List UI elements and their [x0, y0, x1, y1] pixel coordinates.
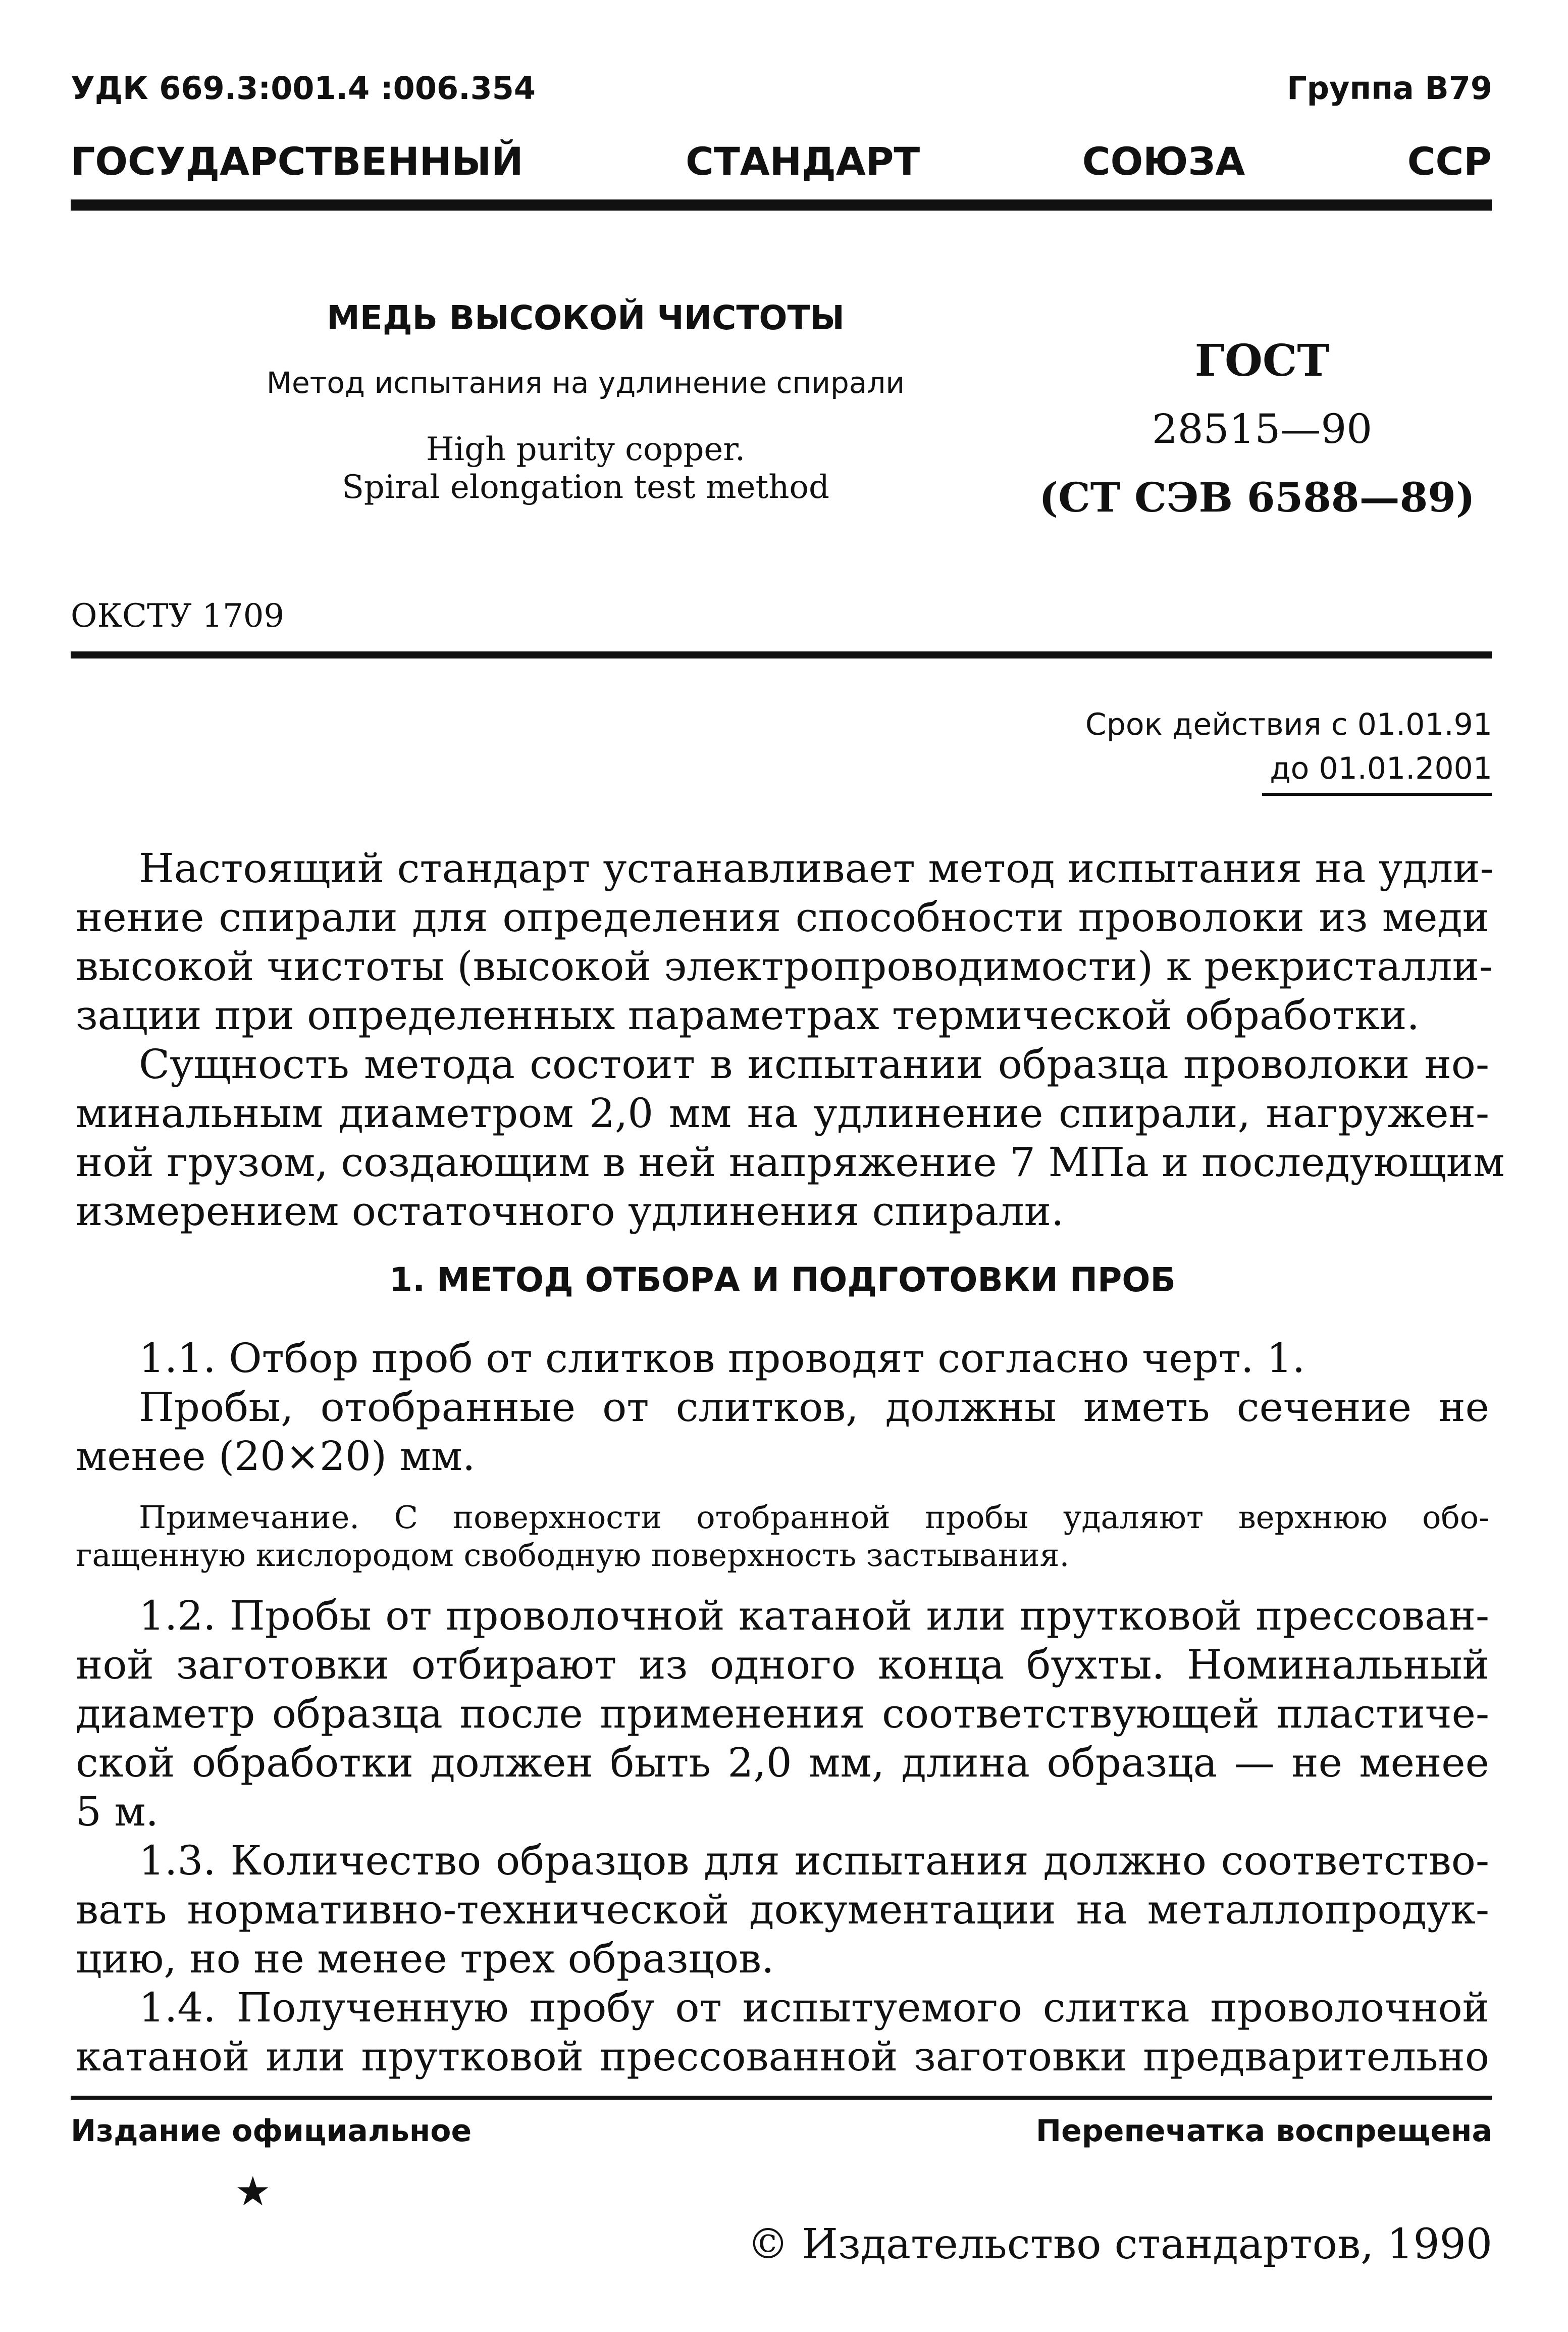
udk-code: УДК 669.3:001.4 :006.354: [71, 70, 536, 107]
clause-1-1-b-line-2: менее (20×20) мм.: [76, 1433, 476, 1480]
intro-p2-line-1: Сущность метода состоит в испытании образца проволоки но-: [139, 1041, 1489, 1088]
state-standard-banner: ГОСУДАРСТВЕННЫЙ СТАНДАРТ СОЮЗА ССР: [71, 139, 1492, 184]
clause-1-2-line-5: 5 м.: [76, 1788, 159, 1835]
edition-note: Издание официальное: [71, 2113, 472, 2149]
note-line-1: Примечание. С поверхности отобранной пробы удаляют верхнюю обо-: [139, 1499, 1489, 1536]
clause-1-4-line-2: катаной или прутковой прессованной заготовки предварительно: [76, 2033, 1489, 2080]
gost-number: 28515—90: [1152, 405, 1373, 452]
title-rule: [71, 651, 1492, 658]
intro-p2-line-4: измерением остаточного удлинения спирали.: [76, 1188, 1064, 1235]
footer-rule: [71, 2096, 1492, 2100]
clause-1-2-line-1: 1.2. Пробы от проволочной катаной или прутковой прессован-: [139, 1592, 1489, 1639]
doc-title-en-2: Spiral elongation test method: [342, 469, 829, 506]
clause-1-1-b-line-1: Пробы, отобранные от слитков, должны иметь сечение не: [139, 1384, 1489, 1431]
intro-p1-line-2: нение спирали для определения способности проволоки из меди: [76, 894, 1489, 941]
intro-p2-line-2: минальным диаметром 2,0 мм на удлинение спирали, нагружен-: [76, 1090, 1489, 1137]
clause-1-3-line-3: цию, но не менее трех образцов.: [76, 1935, 774, 1982]
clause-1-2-line-3: диаметр образца после применения соответствующей пластиче-: [76, 1690, 1489, 1737]
intro-p2-line-3: ной грузом, создающим в ней напряжение 7 МПа и последующим: [76, 1139, 1505, 1186]
intro-p1-line-1: Настоящий стандарт устанавливает метод испытания на удли-: [139, 845, 1494, 892]
star-icon: ★: [235, 2168, 271, 2215]
clause-1-1: 1.1. Отбор проб от слитков проводят согласно черт. 1.: [139, 1335, 1305, 1382]
clause-1-2-line-2: ной заготовки отбирают из одного конца бухты. Номинальный: [76, 1641, 1489, 1688]
gost-label: ГОСТ: [1194, 335, 1330, 386]
intro-p1-line-4: зации при определенных параметрах термической обработки.: [76, 992, 1420, 1039]
clause-1-2-line-4: ской обработки должен быть 2,0 мм, длина образца — не менее: [76, 1739, 1489, 1786]
section-1-heading: 1. МЕТОД ОТБОРА И ПОДГОТОВКИ ПРОБ: [389, 1260, 1176, 1299]
group-code: Группа В79: [1287, 70, 1492, 107]
clause-1-3-line-2: вать нормативно-технической документации на металлопродук-: [76, 1886, 1489, 1933]
publisher-copyright: © Издательство стандартов, 1990: [747, 2220, 1492, 2268]
header-rule: [71, 199, 1492, 211]
doc-title: МЕДЬ ВЫСОКОЙ ЧИСТОТЫ: [327, 298, 845, 337]
intro-p1-line-3: высокой чистоты (высокой электропроводимости) к рекристалли-: [76, 943, 1493, 990]
clause-1-3-line-1: 1.3. Количество образцов для испытания должно соответство-: [139, 1837, 1489, 1884]
validity-to: до 01.01.2001: [1270, 751, 1492, 786]
note-line-2: гащенную кислородом свободную поверхность застывания.: [76, 1537, 1070, 1574]
doc-subtitle: Метод испытания на удлинение спирали: [266, 366, 905, 400]
validity-underline: [1262, 793, 1492, 796]
clause-1-4-line-1: 1.4. Полученную пробу от испытуемого слитка проволочной: [139, 1984, 1489, 2031]
validity-from: Срок действия с 01.01.91: [1085, 707, 1492, 742]
doc-title-en-1: High purity copper.: [426, 431, 746, 468]
reprint-note: Перепечатка воспрещена: [1035, 2113, 1492, 2149]
cmea-number: (СТ СЭВ 6588—89): [1039, 474, 1475, 521]
oksty-code: ОКСТУ 1709: [71, 597, 285, 635]
